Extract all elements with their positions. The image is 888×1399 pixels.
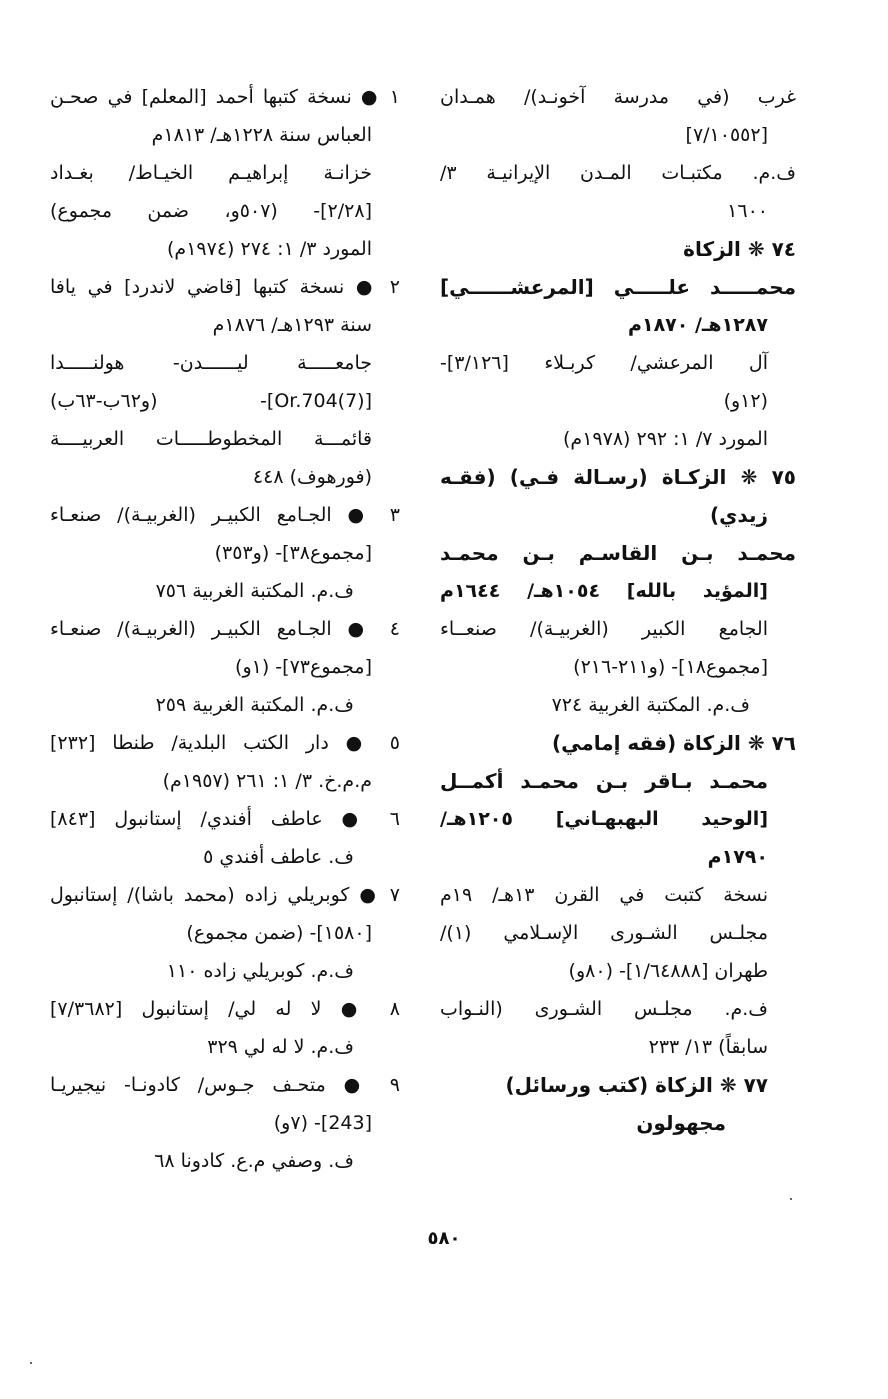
left-column-line: ٥ ● دار الكتب البلدية/ طنطا [٢٣٢] [50,732,400,754]
left-column-line: ف.م. كوبريلي زاده ١١٠ [166,960,354,982]
scan-speck [790,1198,792,1200]
left-column-line: سنة ١٢٩٣هـ/ ١٨٧٦م [212,314,372,336]
right-column-line: ٧٥ ❋ الزكـاة (رسـالة فـي) (فقـه [440,465,796,489]
right-column-line: محمـد بـاقر بـن محمـد أكمــل [440,769,768,793]
right-column-line: ٧٧ ❋ الزكاة (كتب ورسائل) [505,1073,768,1097]
right-column-line: مجهولون [636,1111,726,1135]
left-column-line: ف.م. المكتبة الغربية ٧٥٦ [155,580,354,602]
right-column-line: محمـــــد علـــــي [المرعشــــــي] [440,275,796,299]
right-column-line: المورد ٧/ ١: ٢٩٢ (١٩٧٨م) [563,428,768,450]
left-column-line: ٧ ● كوبريلي زاده (محمد باشا)/ إستانبول [50,884,400,906]
right-column-line: ١٦٠٠ [727,200,768,222]
left-column-line: ٤ ● الجـامع الكبيـر (الغربيـة)/ صنعـاء [50,618,400,640]
right-column-line: زيدي) [709,503,768,527]
left-column-line: ٣ ● الجـامع الكبيـر (الغربيـة)/ صنعـاء [50,504,400,526]
left-column-line: ف. عاطف أفندي ٥ [203,846,354,868]
left-column-line: ٨ ● لا له لي/ إستانبول [٧/٣٦٨٢] [50,998,400,1020]
right-column-line: غرب (في مدرسة آخونـد)/ همـدان [440,86,796,108]
right-column-line: [المؤيد بالله] ١٠٥٤هـ/ ١٦٤٤م [440,580,768,602]
left-column-line: [١٥٨٠]- (ضمن مجموع) [186,922,372,944]
left-column-line: ف. وصفي م.ع. كادونا ٦٨ [154,1150,354,1172]
left-column-line: ف.م. لا له لي ٣٢٩ [207,1036,354,1058]
page-number: ٥٨٠ [427,1228,461,1249]
right-column [440,78,796,1142]
right-column-line: نسخة كتبت في القرن ١٣هـ/ ١٩م [440,884,768,906]
left-column-line: ٢ ● نسخة كتبها [قاضي لاندرد] في يافا [50,276,400,298]
scan-speck [30,1362,32,1364]
left-column-line: [Or.704(7)]- (و٦٢ب-٦٣ب) [50,390,372,412]
right-column-line: طهران [١/٦٤٨٨٨]- (٨٠و) [568,960,768,982]
left-column-line: ١ ● نسخة كتبها أحمد [المعلم] في صحـن [50,86,400,108]
left-column [50,78,400,1180]
right-column-line: [٧/١٠٥٥٢] [685,124,768,146]
right-column-line: ف.م. مكتبـات المـدن الإيرانيـة ٣/ [440,162,796,184]
right-column-line: [الوحيد البهبهـاني] ١٢٠٥هـ/ [440,808,768,830]
left-column-line: [243]- (٧و) [273,1112,372,1134]
left-column-line: خزانـة إبراهيـم الخيـاط/ بغـداد [50,162,372,184]
right-column-line: [مجموع١٨]- (و٢١١-٢١٦) [573,656,768,678]
right-column-line: ١٧٩٠م [707,846,768,868]
left-column-line: قائمـــة المخطوطـــــات العربيــــة [50,428,372,450]
left-column-line: جامعـــــة ليــــــدن- هولنـــــدا [50,352,372,374]
right-column-line: سابقاً) ١٣/ ٢٣٣ [648,1036,768,1058]
left-column-line: ف.م. المكتبة الغربية ٢٥٩ [155,694,354,716]
left-column-line: [مجموع٧٣]- (١و) [235,656,372,678]
left-column-line: [مجموع٣٨]- (و٣٥٣) [214,542,372,564]
right-column-line: ٧٦ ❋ الزكاة (فقه إمامي) [551,731,796,755]
right-column-line: مجلـس الشـورى الإسـلامي (١)/ [440,922,768,944]
right-column-line: ١٢٨٧هـ/ ١٨٧٠م [628,314,768,336]
left-column-line: (فورهوف) ٤٤٨ [252,466,372,488]
right-column-line: ٧٤ ❋ الزكاة [683,237,796,261]
right-column-line: آل المرعشي/ كربـلاء [٣/١٢٦]- [440,352,768,374]
left-column-line: ٦ ● عاطف أفندي/ إستانبول [٨٤٣] [50,808,400,830]
right-column-line: ف.م. المكتبة الغربية ٧٢٤ [551,694,750,716]
left-column-line: العباس سنة ١٢٢٨هـ/ ١٨١٣م [151,124,372,146]
left-column-line: م.م.خ. ٣/ ١: ٢٦١ (١٩٥٧م) [162,770,372,792]
right-column-line: محمـد بـن القاسـم بـن محمـد [440,541,796,565]
right-column-line: ف.م. مجلـس الشـورى (النـواب [440,998,768,1020]
left-column-line: ٩ ● متحـف جـوس/ كادونـا- نيجيريـا [50,1074,400,1096]
right-column-line: الجامع الكبير (الغربيـة)/ صنعــاء [440,618,768,640]
right-column-line: (١٢و) [723,390,768,412]
left-column-line: [٢/٢٨]- (٥٠٧و، ضمن مجموع) [50,200,372,222]
left-column-line: المورد ٣/ ١: ٢٧٤ (١٩٧٤م) [167,238,372,260]
